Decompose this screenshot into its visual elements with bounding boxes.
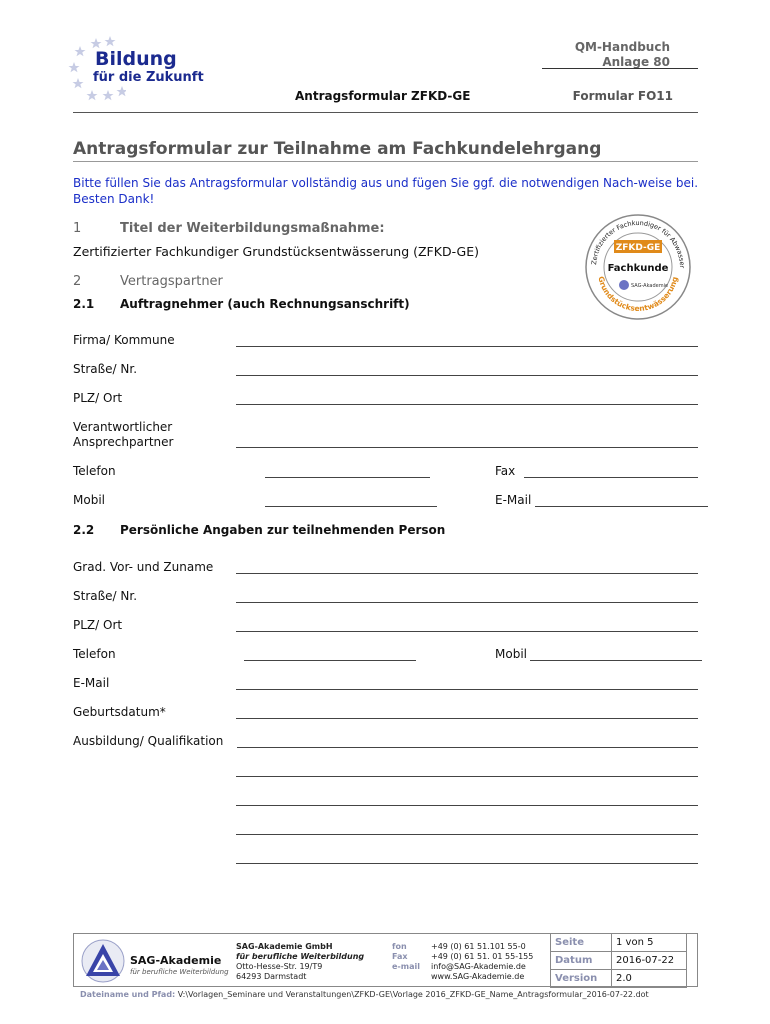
label-person-mobil: Mobil [495,647,527,661]
footer-web[interactable]: www.SAG-Akademie.de [431,972,525,981]
qm-title: QM-Handbuch [574,40,670,54]
seal-ring-bottom: Grundstücksentwässerung [596,275,680,314]
footer-fax: +49 (0) 61 51. 01 55-155 [431,952,534,961]
footer-contact-labels [392,942,420,972]
qm-annex: Anlage 80 [602,55,670,69]
datum-label: Datum [551,952,612,970]
table-row [551,934,687,952]
footer-address [236,942,364,982]
label-email: E-Mail [495,493,532,507]
form-name: Antragsformular ZFKD-GE [295,89,471,103]
page-title: Antragsformular zur Teilnahme am Fachkundelehrgang [73,139,602,159]
footer-logo-sub: für berufliche Weiterbildung [130,968,229,976]
qm-handbook-label [575,40,670,70]
footer-contact-values [431,942,533,982]
label-firma: Firma/ Kommune [73,333,175,347]
label-person-telefon: Telefon [73,647,116,661]
label-telefon: Telefon [73,464,116,478]
input-ausbildung-line3[interactable] [236,805,698,806]
section21-number: 2.1 [73,297,95,311]
section1-number: 1 [73,221,82,236]
seal-badge: ZFKD-GE [615,243,661,253]
seal-sub: SAG-Akademie [631,283,669,289]
form-code: Formular FO11 [572,89,673,103]
footer-email-label: e-mail [392,962,420,971]
label-mobil: Mobil [73,493,105,507]
input-ausbildung-line2[interactable] [236,776,698,777]
footer-email[interactable]: info@SAG-Akademie.de [431,962,526,971]
footer-company: SAG-Akademie GmbH [236,942,333,951]
seite-value: 1 von 5 [612,934,687,952]
input-fax[interactable] [524,477,698,478]
label-fax: Fax [495,464,516,478]
label-strasse: Straße/ Nr. [73,362,138,376]
version-value: 2.0 [612,970,687,988]
footer [73,933,698,987]
intro-text: Bitte füllen Sie das Antragsformular vollständig aus und fügen Sie ggf. die notwendigen Nach-weise bei. Besten Dank! [73,176,699,206]
input-strasse[interactable] [236,375,698,376]
table-row [551,952,687,970]
seal-ring-top: Zertifizierter Fachkundiger für Abwasser [590,218,687,269]
label-person-plz: PLZ/ Ort [73,618,123,632]
file-path-label: Dateiname und Pfad: [80,990,176,999]
section2-title: Vertragspartner [120,274,223,289]
label-ansprech-line1: Verantwortlicher [73,420,173,434]
section21-title: Auftragnehmer (auch Rechnungsanschrift) [120,297,410,311]
footer-logo [80,938,230,984]
label-geburtsdatum: Geburtsdatum* [73,705,166,719]
input-person-telefon[interactable] [244,660,416,661]
label-person-strasse: Straße/ Nr. [73,589,138,603]
datum-value: 2016-07-22 [612,952,687,970]
input-ausbildung[interactable] [237,747,698,748]
section22-title: Persönliche Angaben zur teilnehmenden Person [120,523,446,537]
input-ausbildung-line5[interactable] [236,863,698,864]
zfkd-seal [584,213,692,321]
section22-number: 2.2 [73,523,95,537]
seal-center: Fachkunde [607,263,669,274]
input-plz[interactable] [236,404,698,405]
input-email[interactable] [535,506,708,507]
input-person-plz[interactable] [236,631,698,632]
label-name: Grad. Vor- und Zuname [73,560,214,574]
header-divider [73,112,698,113]
label-ausbildung: Ausbildung/ Qualifikation [73,734,224,748]
seite-label: Seite [551,934,612,952]
sag-logo-icon [80,938,126,984]
version-label: Version [551,970,612,988]
label-ansprech-line2: Ansprechpartner [73,435,174,449]
section1-title: Titel der Weiterbildungsmaßnahme: [120,221,385,236]
table-row [551,970,687,988]
footer-logo-name: SAG-Akademie [130,954,222,967]
input-mobil[interactable] [265,506,437,507]
input-name[interactable] [236,573,698,574]
footer-fax-label: Fax [392,952,408,961]
course-title: Zertifizierter Fachkundiger Grundstücksentwässerung (ZFKD-GE) [73,244,479,259]
seal-icon [584,213,692,321]
footer-fon: +49 (0) 61 51.101 55-0 [431,942,526,951]
label-ansprechpartner [73,420,173,450]
input-telefon[interactable] [265,477,430,478]
input-ansprechpartner[interactable] [236,447,698,448]
input-geburtsdatum[interactable] [236,718,698,719]
input-firma[interactable] [236,346,698,347]
footer-city: 64293 Darmstadt [236,972,307,981]
label-plz: PLZ/ Ort [73,391,123,405]
file-path-value: V:\Vorlagen_Seminare und Veranstaltungen\ZFKD-GE\Vorlage 2016_ZFKD-GE_Name_Antragsformular_2016-07-22.dot [177,990,649,999]
footer-street: Otto-Hesse-Str. 19/T9 [236,962,323,971]
section2-number: 2 [73,274,82,289]
logo-subtitle: für die Zukunft [93,70,204,85]
qm-divider [542,68,698,69]
footer-fon-label: fon [392,942,407,951]
logo-title: Bildung [95,48,177,70]
footer-meta-table [550,933,687,988]
footer-company-sub: für berufliche Weiterbildung [236,952,365,961]
input-person-mobil[interactable] [530,660,702,661]
input-person-strasse[interactable] [236,602,698,603]
label-person-email: E-Mail [73,676,110,690]
title-divider [73,161,698,162]
input-ausbildung-line4[interactable] [236,834,698,835]
input-person-email[interactable] [236,689,698,690]
file-path [80,990,649,999]
